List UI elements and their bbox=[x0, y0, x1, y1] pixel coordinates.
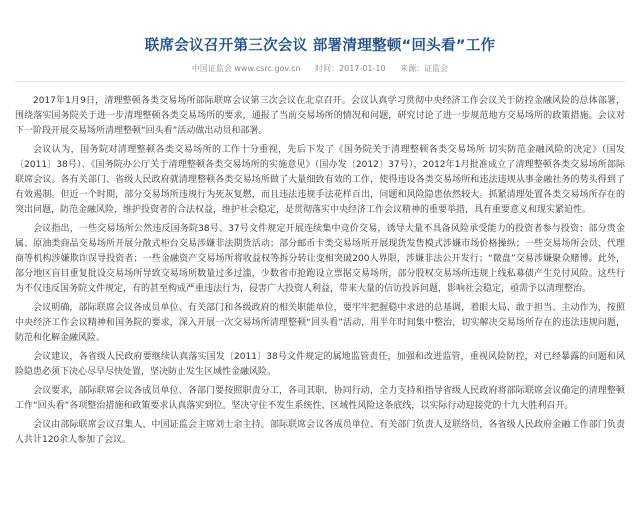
meta-origin: 来源：证监会 bbox=[400, 64, 449, 73]
article-title: 联席会议召开第三次会议 部署清理整顿“回头看”工作 bbox=[144, 38, 496, 54]
paragraph: 会议要求，部际联席会议各成员单位、各部门要按照职责分工，各司其职，协同行动，全力支持和指导省级人民政府将部际联席会议确定的清理整顿工作“回头看”各项整治措施和政策要求认真落实到位。坚决守住不发生系统性、区域性风险这条底线，以实际行动迎接党的十九大胜利召开。 bbox=[15, 386, 625, 411]
meta-time: 时间：2017-01-10 bbox=[315, 64, 386, 73]
paragraph: 会议由部际联席会议召集人、中国证监会主席刘士余主持。部际联席会议各成员单位、有关部门负责人及联络员，各省级人民政府金融工作部门负责人共计120余人参加了会议。 bbox=[15, 420, 625, 445]
article-meta bbox=[0, 63, 640, 74]
paragraph: 会议建议，各省级人民政府要继续认真落实国发〔2011〕38号文件规定的属地监管责任，加强和改进监管，重视风险防控，对已经暴露的问题和风险隐患必须下决心尽早尽快处置，坚决防止发生区域性金融风险。 bbox=[15, 352, 625, 377]
title-divider bbox=[15, 81, 625, 82]
paragraph: 会议明确，部际联席会议各成员单位、有关部门和各级政府的相关职能单位，要牢牢把握稳中求进的总基调，着眼大局、敢于担当、主动作为，按照中央经济工作会议精神和国务院的要求，深入开展一次交易场所清理整顿“回头看”活动，用半年时间集中整治，切实解决交易场所存在的违法违规问题，防范和化解金融风险。 bbox=[15, 303, 625, 343]
paragraph: 会议指出，一些交易场所公然违反国务院38号、37号文件规定开展连续集中竞价交易，诱导大量不具备风险承受能力的投资者参与投资；部分贵金属、原油类商品交易场所开展分散式柜台交易涉嫌非法期货活动；部分邮币卡类交易场所开展现货发售模式涉嫌市场价格操纵；一些交易场所会员、代理商等机构涉嫌欺诈误导投资者；一些金融资产交易场所将收益权等拆分转让变相突破200人界限，涉嫌非法公开发行；“微盘”交易涉嫌聚众赌博。此外，部分地区盲目重复批设交易场所导致交易场所数量过多过滥，少数省市抢跑设立票据交易场所，部分股权交易场所违规上线私募债产生兑付风险。这些行为不仅违反国务院文件规定，有的甚至构成严重违法行为，侵害广大投资人利益，带来大量的信访投诉问题，影响社会稳定，亟需予以清理整治。 bbox=[15, 224, 625, 294]
meta-source: 中国证监会 www.csrc.gov.cn bbox=[191, 64, 301, 73]
paragraph: 会议认为，国务院对清理整顿各类交易场所的工作十分重视，先后下发了《国务院关于清理整顿各类交易场所 切实防范金融风险的决定》（国发〔2011〕38号）、《国务院办公厅关于清理整顿各类交易场所的实施意见》（国办发〔2012〕37号），2012年1月批准成立了清理整顿各类交易场所部际联席会议。各有关部门、省级人民政府就清理整顿各类交易场所做了大量细致有效的工作，使得违设各类交易场所和违法违规从事金融社务的势头得到了有效遏制。但近一个时期，部分交易场所违规行为死灰复燃，而且违法违规手法花样百出，问题和风险隐患依然较大。抓紧清理处置各类交易场所存在的突出问题，防范金融风险，维护投资者的合法权益，维护社会稳定，是贯彻落实中央经济工作会议精神的重要举措，具有重要意义和现实紧迫性。 bbox=[15, 145, 625, 215]
paragraph: 2017年1月9日，清理整顿各类交易场所部际联席会议第三次会议在北京召开。会议认真学习贯彻中央经济工作会议关于防控金融风险的总体部署，围绕落实国务院关于进一步清理整顿各类交易场所的要求，通报了当前交易场所的情况和问题，研究讨论了进一步规范地方交易场所的政策措施。会议对下一阶段开展交易场所清理整顿“回头看”活动做出动员和部署。 bbox=[15, 96, 625, 136]
article-body bbox=[15, 94, 625, 452]
